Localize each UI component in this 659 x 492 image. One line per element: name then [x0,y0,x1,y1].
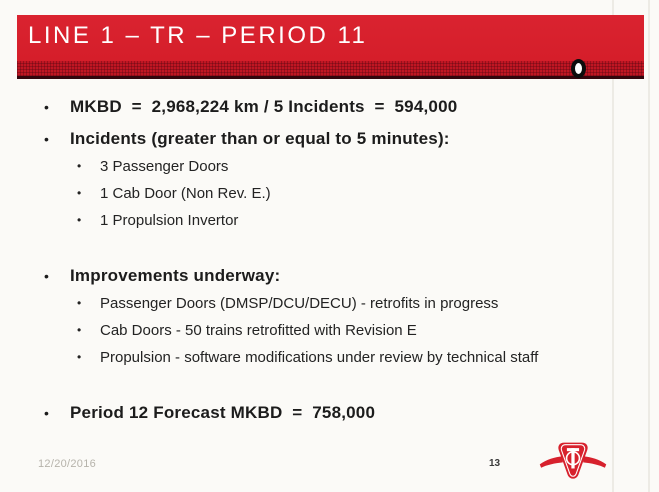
bullet-text: Period 12 Forecast MKBD = 758,000 [70,403,376,422]
bullet-marker: • [77,350,82,364]
bullet-marker: • [77,213,82,227]
bullet-item [0,403,630,423]
bullet-text: Propulsion - software modifications under review by technical staff [100,349,539,366]
bullet-marker: • [44,131,49,147]
title-bar-texture [17,61,644,76]
bullet-item [0,184,630,203]
slide-title: LINE 1 – TR – PERIOD 11 [28,22,368,49]
bullet-text: 3 Passenger Doors [100,158,229,175]
bullet-item [0,157,630,176]
bullet-text: 1 Propulsion Invertor [100,212,239,229]
bullet-marker: • [77,186,82,200]
footer-date: 12/20/2016 [38,458,97,470]
bullet-item [0,97,630,117]
bullet-item [0,129,630,149]
scan-artifact-line [648,0,650,492]
bullet-marker: • [77,159,82,173]
bullet-text: Cab Doors - 50 trains retrofitted with Revision E [100,322,417,339]
bullet-item [0,294,630,313]
bullet-text: MKBD = 2,968,224 km / 5 Incidents = 594,000 [70,97,458,116]
bullet-item [0,348,630,367]
bullet-marker: • [44,99,49,115]
bullet-text: Passenger Doors (DMSP/DCU/DECU) - retrofits in progress [100,295,499,312]
slide-content [0,97,630,423]
title-bar-baseline [17,76,644,79]
title-bar [17,15,644,79]
page-number: 13 [489,458,501,469]
bullet-marker: • [77,323,82,337]
bullet-item [0,266,630,286]
bullet-text: Improvements underway: [70,266,281,285]
ttc-logo-icon [539,442,607,480]
bullet-marker: • [77,296,82,310]
bullet-marker: • [44,268,49,284]
ttc-logo [539,442,607,480]
bullet-item [0,211,630,230]
bullet-text: 1 Cab Door (Non Rev. E.) [100,185,271,202]
bullet-marker: • [44,405,49,421]
bullet-text: Incidents (greater than or equal to 5 minutes): [70,129,450,148]
punch-hole-circle [571,59,586,78]
bullet-item [0,321,630,340]
